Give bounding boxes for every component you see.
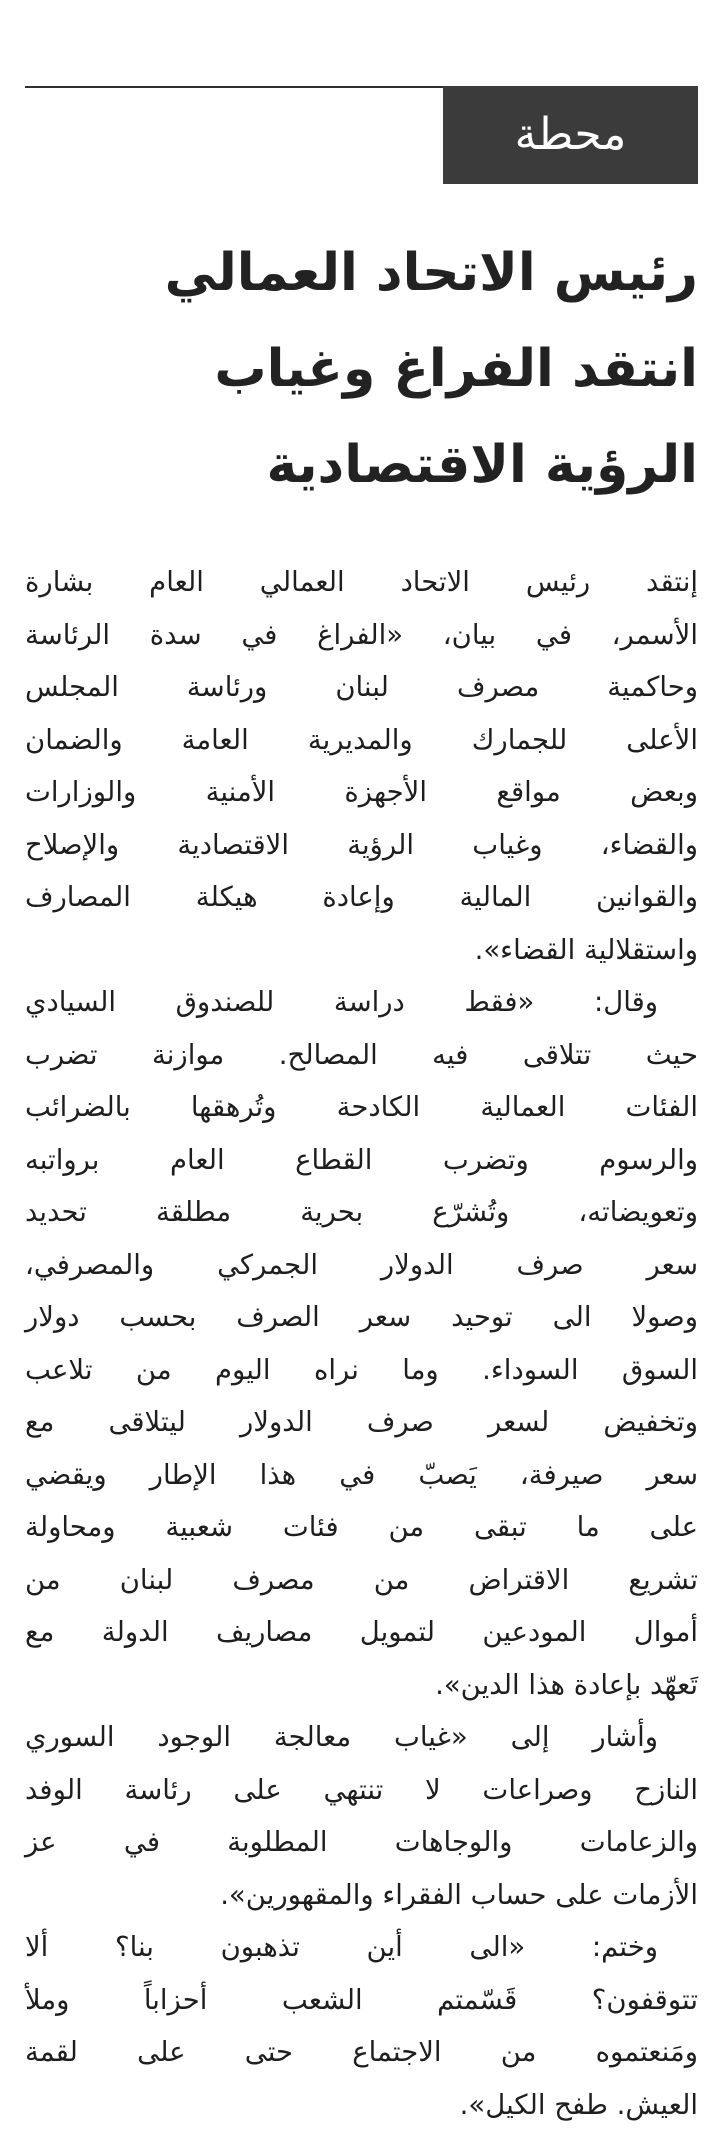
body-line: وختم: «الى أين تذهبون بنا؟ ألا [25,1931,658,1963]
body-line: والرسوم وتضرب القطاع العام برواتبه [25,1143,698,1176]
body-line: السوق السوداء. وما نراه اليوم من تلاعب [25,1353,698,1386]
body-line: الأسمر، في بيان، «الفراغ في سدة الرئاسة [25,618,698,651]
body-line: وبعض مواقع الأجهزة الأمنية والوزارات [25,776,698,808]
body-line: سعر صرف الدولار الجمركي والمصرفي، [25,1248,698,1281]
body-line: وحاكمية مصرف لبنان ورئاسة المجلس [25,671,698,703]
section-label: محطة [443,86,698,184]
body-line: وتخفيض لسعر صرف الدولار ليتلاقى مع [25,1406,698,1438]
body-line: الأزمات على حساب الفقراء والمقهورين». [220,1878,698,1911]
body-line: وتعويضاته، وتُشرّع بحرية مطلقة تحديد [25,1196,698,1228]
body-line: حيث تتلاقى فيه المصالح. موازنة تضرب [25,1038,698,1071]
body-line: تشريع الاقتراض من مصرف لبنان من [25,1563,698,1596]
headline-line: الرؤية الاقتصادية [266,435,698,495]
body-line: ومَنعتموه من الاجتماع حتى على لقمة [25,2036,698,2068]
headline-line: انتقد الفراغ وغياب [214,339,698,399]
body-line: العيش. طفح الكيل». [459,2088,698,2121]
headline-line: رئيس الاتحاد العمالي [164,243,698,303]
body-line: والزعامات والوجاهات المطلوبة في عز [25,1826,698,1858]
body-line: وقال: «فقط دراسة للصندوق السيادي [25,986,658,1018]
article-body [25,556,698,2131]
body-line: النازح وصراعات لا تنتهي على رئاسة الوفد [25,1773,698,1806]
body-line: أموال المودعين لتمويل مصاريف الدولة مع [25,1616,698,1648]
body-line: والقضاء، وغياب الرؤية الاقتصادية والإصلاح [25,828,698,861]
body-line: سعر صيرفة، يَصبّ في هذا الإطار ويقضي [25,1458,698,1491]
body-line: تَعهّد بإعادة هذا الدين». [435,1668,698,1701]
body-line: على ما تبقى من فئات شعبية ومحاولة [25,1511,698,1543]
body-line: الأعلى للجمارك والمديرية العامة والضمان [25,723,698,756]
body-line: إنتقد رئيس الاتحاد العمالي العام بشارة [25,566,698,598]
body-line: وصولا الى توحيد سعر الصرف بحسب دولار [25,1301,698,1333]
body-line: واستقلالية القضاء». [474,933,698,966]
body-line: الفئات العمالية الكادحة وتُرهقها بالضرائب [25,1091,698,1123]
body-line: وأشار إلى «غياب معالجة الوجود السوري [25,1721,658,1753]
body-line: تتوقفون؟ قَسّمتم الشعب أحزاباً وملأ [25,1983,698,2016]
headline [25,225,698,513]
body-line: والقوانين المالية وإعادة هيكلة المصارف [25,881,698,913]
